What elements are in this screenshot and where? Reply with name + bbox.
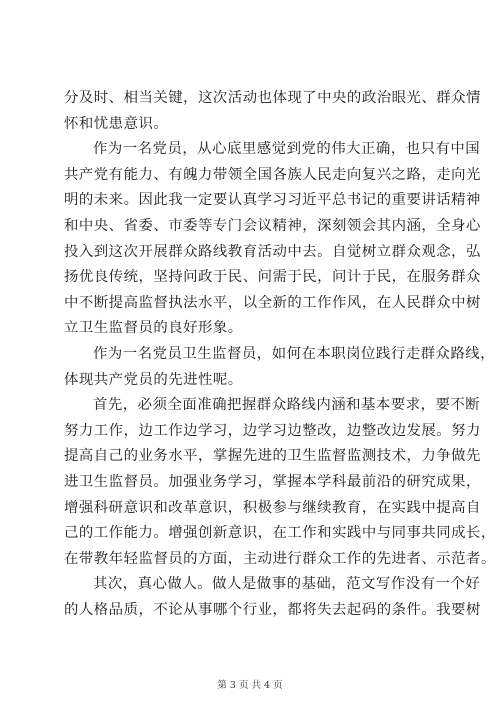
text-line: 分及时、相当关键，这次活动也体现了中央的政治眼光、群众情 bbox=[64, 90, 481, 106]
paragraph-first-line: 首先，必须全面准确把握群众路线内涵和基本要求，要不断 bbox=[93, 397, 481, 414]
paragraph-first-line: 其次，真心做人。做人是做事的基础，范文写作没有一个好 bbox=[93, 576, 481, 593]
text-line: 努力工作，边工作边学习，边学习边整改，边整改边发展。努力 bbox=[64, 422, 481, 439]
text-line: 在带教年轻监督员的方面，主动进行群众工作的先进者、示范者。 bbox=[64, 550, 496, 567]
text-line: 提高自己的业务水平，掌握先进的卫生监督监测技术，力争做先 bbox=[64, 448, 481, 465]
text-line: 和中央、省委、市委等专门会议精神，深刻领会其内涵，全身心 bbox=[64, 217, 481, 234]
text-line: 的人格品质，不论从事哪个行业，都将失去起码的条件。我要树 bbox=[64, 601, 481, 618]
text-line: 己的工作能力。增强创新意识，在工作和实践中与同事共同成长， bbox=[64, 525, 496, 542]
text-line: 共产党有能力、有魄力带领全国各族人民走向复兴之路，走向光 bbox=[64, 166, 481, 183]
text-line: 进卫生监督员。加强业务学习，掌握本学科最前沿的研究成果， bbox=[64, 473, 481, 490]
text-line: 立卫生监督员的良好形象。 bbox=[64, 320, 243, 337]
page-number-footer: 第 3 页 共 4 页 bbox=[217, 680, 283, 691]
text-line: 明的未来。因此我一定要认真学习习近平总书记的重要讲话精神 bbox=[64, 192, 481, 209]
text-line: 体现共产党员的先进性呢。 bbox=[64, 371, 243, 388]
paragraph-first-line: 作为一名党员卫生监督员，如何在本职岗位践行走群众路线， bbox=[93, 345, 496, 362]
text-line: 投入到这次开展群众路线教育活动中去。自觉树立群众观念，弘 bbox=[64, 243, 481, 260]
text-line: 增强科研意识和改革意识，积极参与继续教育，在实践中提高自 bbox=[64, 499, 481, 516]
text-line: 扬优良传统，坚持问政于民、问需于民，问计于民，在服务群众 bbox=[64, 269, 481, 286]
text-line: 怀和忧患意识。 bbox=[64, 115, 169, 132]
paragraph-first-line: 作为一名党员，从心底里感觉到党的伟大正确，也只有中国 bbox=[93, 141, 481, 158]
document-body bbox=[64, 86, 496, 623]
text-line: 中不断提高监督执法水平，以全新的工作作风，在人民群众中树 bbox=[64, 294, 481, 311]
